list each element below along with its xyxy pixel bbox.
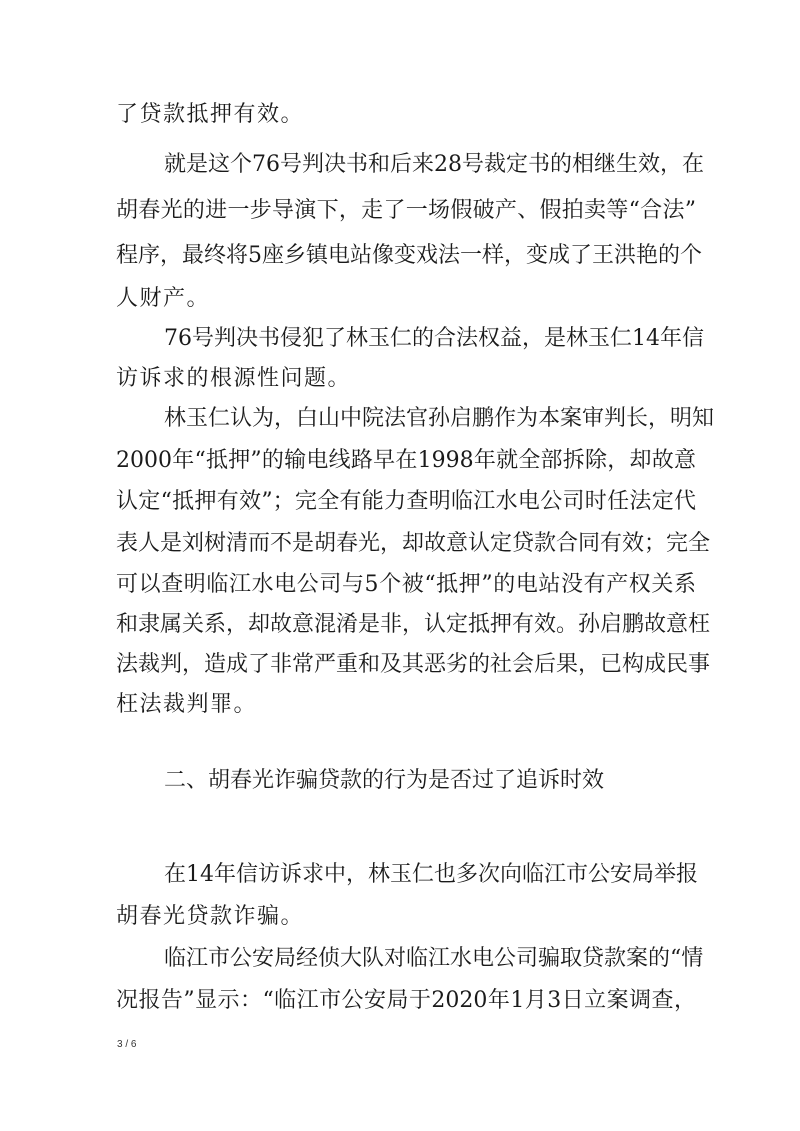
text-line: 在14年信访诉求中，林玉仁也多次向临江市公安局举报 xyxy=(164,862,698,887)
text-line: 认定“抵押有效”；完全有能力查明临江水电公司时任法定代 xyxy=(116,489,696,514)
text-line: 访诉求的根源性问题。 xyxy=(116,366,352,391)
text-line: 况报告”显示：“临江市公安局于2020年1月3日立案调查， xyxy=(116,988,696,1013)
text-line: 了贷款抵押有效。 xyxy=(116,102,305,127)
text-line: 就是这个76号判决书和后来28号裁定书的相继生效，在 xyxy=(164,152,704,177)
text-line: 林玉仁认为，白山中院法官孙启鹏作为本案审判长，明知 xyxy=(164,406,715,431)
text-line: 76号判决书侵犯了林玉仁的合法权益，是林玉仁14年信 xyxy=(164,326,704,351)
text-line: 2000年“抵押”的输电线路早在1998年就全部拆除，却故意 xyxy=(116,448,696,473)
text-line: 程序，最终将5座乡镇电站像变戏法一样，变成了王洪艳的个 xyxy=(116,243,702,268)
section-heading: 二、胡春光诈骗贷款的行为是否过了追诉时效 xyxy=(164,768,605,793)
page-number: 3 / 6 xyxy=(117,1039,137,1050)
text-line: 胡春光贷款诈骗。 xyxy=(116,904,305,929)
text-line: 人财产。 xyxy=(116,286,211,311)
text-line: 枉法裁判罪。 xyxy=(116,692,258,717)
text-line: 法裁判，造成了非常严重和及其恶劣的社会后果，已构成民事 xyxy=(116,652,711,677)
text-line: 可以查明临江水电公司与5个被“抵押”的电站没有产权关系 xyxy=(116,572,696,597)
text-line: 和隶属关系，却故意混淆是非，认定抵押有效。孙启鹏故意枉 xyxy=(116,612,711,637)
text-line: 表人是刘树清而不是胡春光，却故意认定贷款合同有效；完全 xyxy=(116,531,711,556)
text-line: 胡春光的进一步导演下，走了一场假破产、假拍卖等“合法” xyxy=(116,198,696,223)
text-line: 临江市公安局经侦大队对临江水电公司骗取贷款案的“情 xyxy=(164,946,704,971)
